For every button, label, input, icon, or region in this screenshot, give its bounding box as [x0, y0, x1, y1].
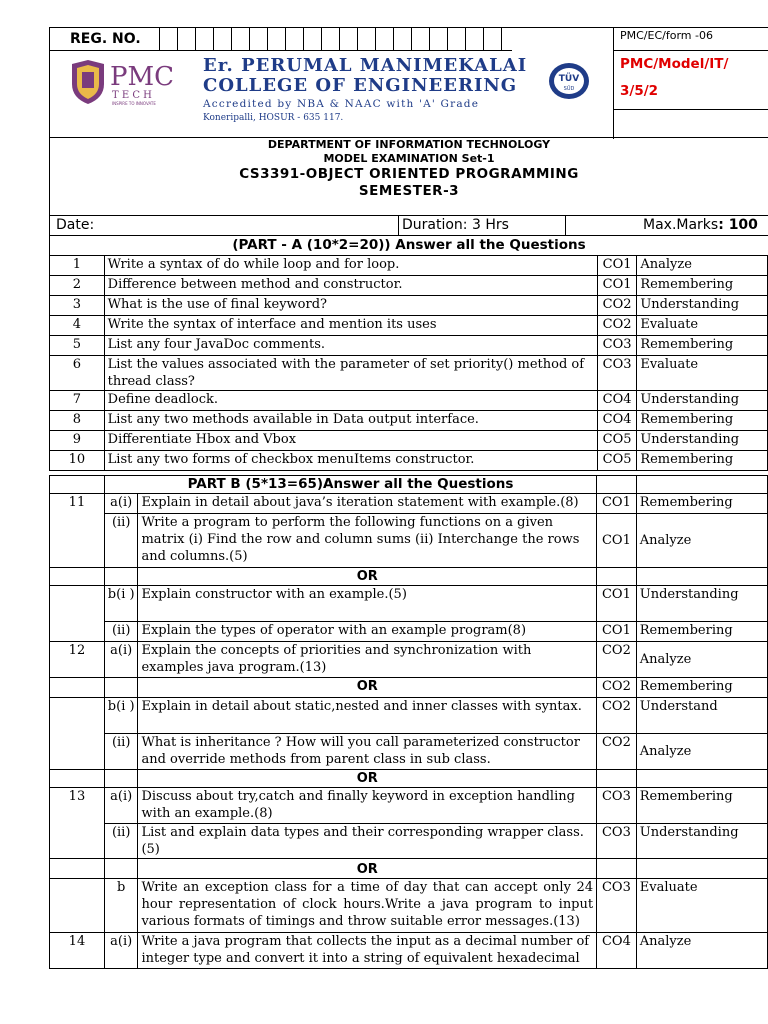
- part-b-heading: PART B (5*13=65)Answer all the Questions: [104, 476, 596, 494]
- exam-info-row: [49, 215, 768, 236]
- table-row: [50, 431, 768, 451]
- date-label: Date:: [56, 217, 95, 233]
- question-number: 2: [50, 276, 105, 296]
- form-code-column: [613, 28, 768, 139]
- question-text: Explain in detail about java’s iteration statement with example.(8): [138, 494, 597, 514]
- question-number: 3: [50, 296, 105, 316]
- course-title: CS3391-OBJECT ORIENTED PROGRAMMING: [239, 166, 579, 182]
- question-text: What is inheritance ? How will you call parameterized constructor and override methods from parent class in sub class.: [138, 734, 597, 770]
- question-number: 13: [50, 788, 105, 859]
- blooms-level: Remembering: [636, 622, 767, 642]
- exam-title-block: [49, 138, 768, 215]
- table-row: [50, 586, 768, 622]
- college-name-line1: Er. PERUMAL MANIMEKALAI: [203, 55, 528, 76]
- course-outcome: CO3: [597, 356, 636, 391]
- blooms-level: Evaluate: [636, 879, 767, 933]
- course-outcome: CO1: [597, 256, 636, 276]
- blooms-level: Remembering: [637, 451, 768, 471]
- reg-digit-box[interactable]: [286, 28, 304, 50]
- table-row: [50, 770, 768, 788]
- course-outcome: CO4: [597, 933, 637, 969]
- table-row: [50, 256, 768, 276]
- reg-digit-box[interactable]: [358, 28, 376, 50]
- max-marks-value: : 100: [718, 217, 758, 233]
- reg-digit-box[interactable]: [412, 28, 430, 50]
- table-row: [50, 391, 768, 411]
- course-outcome: CO3: [597, 879, 637, 933]
- tuv-certification-icon: [547, 61, 591, 101]
- reg-digit-box[interactable]: [196, 28, 214, 50]
- college-address: Koneripalli, HOSUR - 635 117.: [203, 113, 344, 123]
- blooms-level: Understanding: [637, 431, 768, 451]
- table-row: [50, 734, 768, 770]
- course-outcome: CO3: [597, 824, 637, 859]
- question-text: Write a java program that collects the input as a decimal number of integer type and convert it into a string of equivalent hexadecimal: [138, 933, 597, 969]
- question-text: Discuss about try,catch and finally keyword in exception handling with an example.(8): [138, 788, 597, 824]
- table-row: [50, 824, 768, 859]
- info-divider: [398, 216, 399, 235]
- question-text: Differentiate Hbox and Vbox: [104, 431, 597, 451]
- part-a-table: [49, 255, 768, 471]
- reg-digit-box[interactable]: [304, 28, 322, 50]
- blooms-level: Evaluate: [637, 356, 768, 391]
- table-row: [50, 296, 768, 316]
- table-row: [50, 494, 768, 514]
- sub-label: (ii): [104, 734, 138, 770]
- duration-text: Duration: 3 Hrs: [402, 217, 509, 233]
- department-name: DEPARTMENT OF INFORMATION TECHNOLOGY: [267, 138, 551, 151]
- blooms-level: Analyze: [637, 256, 768, 276]
- course-outcome: CO3: [597, 788, 637, 824]
- blooms-level: Remembering: [636, 678, 767, 698]
- question-text: Difference between method and constructor.: [104, 276, 597, 296]
- course-outcome: CO2: [597, 316, 636, 336]
- course-outcome: CO1: [597, 586, 637, 622]
- question-text: List any two methods available in Data output interface.: [104, 411, 597, 431]
- reg-digit-box[interactable]: [232, 28, 250, 50]
- accreditation-text: Accredited by NBA & NAAC with 'A' Grade: [203, 98, 480, 110]
- question-text: List any four JavaDoc comments.: [104, 336, 597, 356]
- blooms-level: Analyze: [636, 642, 767, 678]
- question-number: 9: [50, 431, 105, 451]
- reg-digit-box[interactable]: [160, 28, 178, 50]
- course-outcome: CO1: [597, 622, 637, 642]
- question-number: 4: [50, 316, 105, 336]
- course-outcome: CO2: [597, 698, 637, 734]
- table-row: [50, 933, 768, 969]
- part-b-table: [49, 475, 768, 969]
- question-text: Explain the concepts of priorities and synchronization with examples java program.(13): [138, 642, 597, 678]
- question-number: 7: [50, 391, 105, 411]
- blooms-level: Remembering: [637, 276, 768, 296]
- blooms-level: Remembering: [636, 788, 767, 824]
- course-outcome: CO1: [597, 514, 637, 568]
- table-row: [50, 476, 768, 494]
- blooms-level: Remembering: [637, 411, 768, 431]
- reg-row-divider: [50, 50, 512, 51]
- course-outcome: CO5: [597, 431, 636, 451]
- sub-label: (ii): [104, 824, 138, 859]
- logo-sub: T E C H: [112, 90, 152, 101]
- question-number: 11: [50, 494, 105, 568]
- table-row: [50, 859, 768, 879]
- question-text: List and explain data types and their corresponding wrapper class.(5): [138, 824, 597, 859]
- table-row: [50, 642, 768, 678]
- reg-digit-box[interactable]: [466, 28, 484, 50]
- sub-label: a(i): [104, 494, 138, 514]
- document-code: [614, 51, 768, 110]
- max-marks-label: Max.Marks: [643, 217, 719, 233]
- sub-label: a(i): [104, 933, 138, 969]
- blooms-level: Evaluate: [637, 316, 768, 336]
- question-number: 6: [50, 356, 105, 391]
- sub-label: (ii): [104, 622, 138, 642]
- blooms-level: Remembering: [637, 336, 768, 356]
- question-text: Write a syntax of do while loop and for loop.: [104, 256, 597, 276]
- course-outcome: CO4: [597, 391, 636, 411]
- blooms-level: Understand: [636, 698, 767, 734]
- sub-label: a(i): [104, 642, 138, 678]
- part-a-heading: (PART - A (10*2=20)) Answer all the Questions: [49, 236, 768, 255]
- pmc-tech-logo: [68, 58, 188, 106]
- question-number: 8: [50, 411, 105, 431]
- course-outcome: CO1: [597, 276, 636, 296]
- question-number: 14: [50, 933, 105, 969]
- or-separator: OR: [138, 678, 597, 698]
- course-outcome: CO2: [597, 296, 636, 316]
- or-separator: OR: [138, 770, 597, 788]
- question-text: Explain in detail about static,nested and inner classes with syntax.: [138, 698, 597, 734]
- reg-digit-box[interactable]: [484, 28, 502, 50]
- reg-no-label: REG. NO.: [50, 28, 160, 50]
- blooms-level: Remembering: [636, 494, 767, 514]
- table-row: [50, 276, 768, 296]
- table-row: [50, 788, 768, 824]
- or-separator: OR: [138, 859, 597, 879]
- table-row: [50, 678, 768, 698]
- table-row: [50, 568, 768, 586]
- or-separator: OR: [138, 568, 597, 586]
- question-number: 10: [50, 451, 105, 471]
- course-outcome: CO5: [597, 451, 636, 471]
- document-code-line1: PMC/Model/IT/: [620, 56, 729, 72]
- question-text: List the values associated with the parameter of set priority() method of thread class?: [104, 356, 597, 391]
- reg-digit-box[interactable]: [394, 28, 412, 50]
- sub-label: b: [104, 879, 138, 933]
- question-text: What is the use of final keyword?: [104, 296, 597, 316]
- blooms-level: Understanding: [637, 391, 768, 411]
- question-text: Write an exception class for a time of day that can accept only 24 hour representation of clock hours.Write a java program to input various formats of timings and throw suitable error messages.(13): [138, 879, 597, 933]
- sub-label: a(i): [104, 788, 138, 824]
- reg-digit-box[interactable]: [448, 28, 466, 50]
- question-text: Write a program to perform the following functions on a given matrix (i) Find the row and column sums (ii) Interchange the rows and columns.(5): [138, 514, 597, 568]
- reg-digit-box[interactable]: [268, 28, 286, 50]
- course-outcome: CO1: [597, 494, 637, 514]
- logo-tagline: INSPIRE TO INNOVATE: [112, 101, 156, 106]
- blooms-level: Understanding: [637, 296, 768, 316]
- header-block: [49, 27, 768, 138]
- table-row: [50, 336, 768, 356]
- semester: SEMESTER-3: [358, 183, 460, 199]
- course-outcome: CO2: [597, 642, 637, 678]
- reg-digit-box[interactable]: [178, 28, 196, 50]
- table-row: [50, 698, 768, 734]
- table-row: [50, 514, 768, 568]
- reg-digit-box[interactable]: [322, 28, 340, 50]
- question-number: 12: [50, 642, 105, 678]
- question-text: Explain constructor with an example.(5): [138, 586, 597, 622]
- table-row: [50, 316, 768, 336]
- question-text: Explain the types of operator with an example program(8): [138, 622, 597, 642]
- tuv-sub: SÜD: [563, 86, 575, 92]
- reg-digit-box[interactable]: [214, 28, 232, 50]
- table-row: [50, 879, 768, 933]
- course-outcome: CO2: [597, 734, 637, 770]
- college-name-line2: COLLEGE OF ENGINEERING: [203, 75, 518, 96]
- max-marks: [643, 216, 758, 235]
- table-row: [50, 451, 768, 471]
- reg-digit-box[interactable]: [430, 28, 448, 50]
- form-number: PMC/EC/form -06: [614, 28, 768, 51]
- table-row: [50, 411, 768, 431]
- question-text: Write the syntax of interface and mention its uses: [104, 316, 597, 336]
- reg-no-row: [50, 28, 502, 50]
- blooms-level: Analyze: [636, 933, 767, 969]
- blooms-level: Understanding: [636, 586, 767, 622]
- reg-digit-box[interactable]: [340, 28, 358, 50]
- blooms-level: Understanding: [636, 824, 767, 859]
- blooms-level: Analyze: [636, 514, 767, 568]
- reg-digit-box[interactable]: [250, 28, 268, 50]
- sub-label: (ii): [104, 514, 138, 568]
- college-name-block: [203, 56, 527, 123]
- exam-name: MODEL EXAMINATION Set-1: [323, 152, 495, 165]
- question-number: 1: [50, 256, 105, 276]
- question-text: Define deadlock.: [104, 391, 597, 411]
- shield-icon: [72, 60, 104, 104]
- table-row: [50, 622, 768, 642]
- reg-digit-box[interactable]: [376, 28, 394, 50]
- info-divider: [565, 216, 566, 235]
- sub-label: b(i ): [104, 586, 138, 622]
- logo-text: PMC: [110, 62, 175, 92]
- tuv-text: TÜV: [558, 74, 580, 84]
- document-code-line2: 3/5/2: [620, 83, 659, 99]
- course-outcome: CO3: [597, 336, 636, 356]
- question-text: List any two forms of checkbox menuItems constructor.: [104, 451, 597, 471]
- blooms-level: Analyze: [636, 734, 767, 770]
- sub-label: b(i ): [104, 698, 138, 734]
- question-number: 5: [50, 336, 105, 356]
- course-outcome: CO2: [597, 678, 637, 698]
- course-outcome: CO4: [597, 411, 636, 431]
- exam-paper: [49, 27, 768, 982]
- table-row: [50, 356, 768, 391]
